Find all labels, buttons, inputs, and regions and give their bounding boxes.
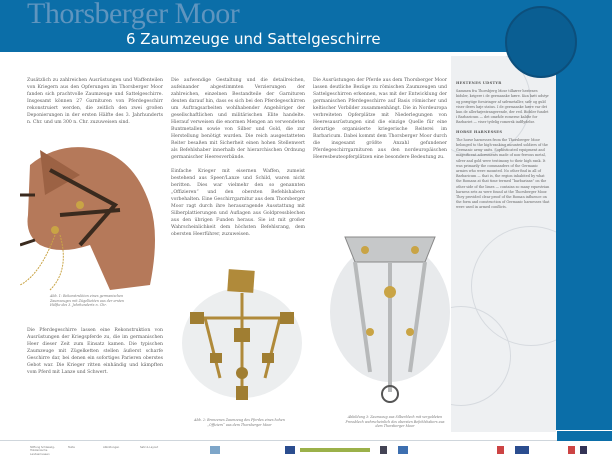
partner-logo [515,446,529,454]
footer-credit: Satz & Layout [140,446,159,449]
silver-harness-illustration [325,222,455,407]
footer-credit: Abbildungen [103,446,120,449]
exhibit-title: Thorsberger Moor [27,0,240,30]
middle-text-1: Die aufwendige Gestaltung und die detailreichen, aufeinander abgestimmten Verzierungen der zahlreichen, einzelnen Bestandteile der Garnituren deuten darauf hin, dass es sich bei den Pferdegeschirren um Auftragsarbeiten wohlhabender Angehöriger der gesellschaftlichen und militärischen Elite handelte. Hierauf verweisen die enormen Mengen an verwendeten Buntmetallen sowie von Silber und Gold, die zur Herstellung benötigt wurden. Die reich ausgestatteten Reiter besaßen mit Sicherheit einen hohen Stellenwert als Befehlshaber innerhalb der hierarchischen Ordnung germanischer Heeresverbände. [171,78,305,160]
partner-logo [398,446,408,454]
partner-logo [580,446,587,454]
figure-3-caption: Abbildung 3: Zaumzeug aus Silberblech mit vergoldeten Pressblech wahrscheinlich des obersten Befehlshabers aus dem Thorsberger Moor [345,415,445,429]
figure-2-caption: Abb. 2: Bronzenes Zaumzeug des Pferdes eines hohen „Offiziers“ aus dem Thorsberger Moor [194,418,285,427]
horse-head-illustration [20,135,165,295]
sidebar-text-english: The horse harnesses from the Thorsberger Moor belonged to the high-ranking mounted soldiers of the Germanic army units. Sophisticated equipment and magnificent adornments made of non-ferrous metal, silver and gold were testimony to their high rank. It was primarily the commanders of the Germanic armies who were mounted. No other find in all of Barbaricum — that is, the region inhabited by what the Romans at that time termed “barbarians” on the other side of the limes — contains so many equestrian harness sets as were found at the Thorsberger Moor. They provided clear proof of the Roman influence on the form and construction of Germanic harnesses that were used in armed conflicts. [456,137,550,210]
interreg-logo [300,448,370,452]
sidebar-heading-danish: HESTENES UDSTYR [456,81,502,85]
sidebar-text [456,77,550,211]
footer-credit: Stiftung Schleswig-Holsteinische Landesmuseen [30,446,55,456]
coat-of-arms-logo [497,446,504,454]
lower-left-text: Die Pferdegeschirre lassen eine Rekonstruktion von Ausrüstungen der Kriegspferde zu, die im germanischen Heer dieser Zeit zum Einsatz kamen. Die typischen Zaumzeuge mit Zügelketten stellen äußerst scharfe Geschirre dar, bei denen ein sofortiges Parieren oberstes Gebot war. Die Krieger ritten einhändig und kämpften vom Pferd mit Lanze und Schwert. [27,328,163,375]
eu-flag-logo [285,446,295,454]
partner-logo [380,446,387,454]
coat-of-arms-logo [568,446,575,454]
footer-logos [0,440,612,459]
sidebar-text-danish: Sammen fra Thorsbjerg Mose tilhører hestenes bidsler, krigere i de germanske hære. Kun bøtt udstyr og prægtige forsiringer af sølvmetaller, sølv og guld viser deres høje status. I de germanske hære var det kun de allerhøjestrangerende, der red. Bidsler fundet i Barbaricum — det område romerne kaldte for Barbariet — viser tydelig romersk indflydelse. [456,89,549,125]
sidebar-heading-english: HORSE HARNESSES [456,129,503,134]
section-subtitle: 6 Zaumzeuge und Sattelgeschirre [126,30,381,48]
footer-credit: Texte [68,446,75,449]
intro-text: Zusätzlich zu zahlreichen Ausrüstungen und Waffenteilen von Kriegern aus den Opferungen im Thorsberger Moor fanden sich prachtvolle Zaumzeuge und Sattelgeschirre. Insgesamt können 27 Garnituren von Pferdegeschirr rekonstruiert werden, die zeitlich den zwei großen Deponierungen in der ersten Hälfte des 3. Jahrhunderts n. Chr. und um 300 n. Chr. zuzuweisen sind. [27,78,163,125]
third-column-text: Die Ausrüstungen der Pferde aus dem Thorsberger Moor lassen deutliche Bezüge zu römischen Zaumzeugen und Sattelgeschirren erkennen, was mit der Entwicklung der germanischen Pferdegeschirre auf Basis römischer und keltischer Vorbilder zusammenhängt. Die in Nordeuropa verbreiteten Opferplätze mit Niederlegungen von Heeresausrüstungen sind die einzige Quelle für eine derartige organisierte kriegerische Reiterei im Barbaricum. Dabei kommt dem Thorsberger Moor durch die insgesamt größte Anzahl gefundener Pferdegeschirrgarnituren aus den nordeuropäischen Heeresbeuteopferplätzen eine besondere Bedeutung zu. [313,78,447,160]
figure-1-caption: Abb. 1: Rekonstruktion eines germanischen Zaumzeuges mit Zügelketten aus der ersten Hälfte des 3. Jahrhunderts n. Chr. [50,294,125,308]
middle-column [171,77,305,238]
middle-text-2: Einfache Krieger mit eisernen Waffen, zumeist bestehend aus Speer/Lanze und Schild, waren nicht beritten. Dies war vielmehr den so genannten „Offizieren“ und den obersten Befehlshabern vorbehalten. Eine Geschirrgarnitur aus dem Thorsberger Moor ragt durch ihre herausragende Ausstattung mit Silberplattierungen und Auflagen aus Goldpressblechen aus den übrigen Funden heraus. Sie ist mit großer Wahrscheinlichkeit dem höchsten Befehlsrang, dem obersten Heerführer, zuzuweisen. [171,169,305,237]
partner-logo [210,446,220,454]
shield-emblem-icon [505,6,577,78]
footer-blue-block [557,431,612,441]
bronze-harness-illustration [180,268,305,403]
